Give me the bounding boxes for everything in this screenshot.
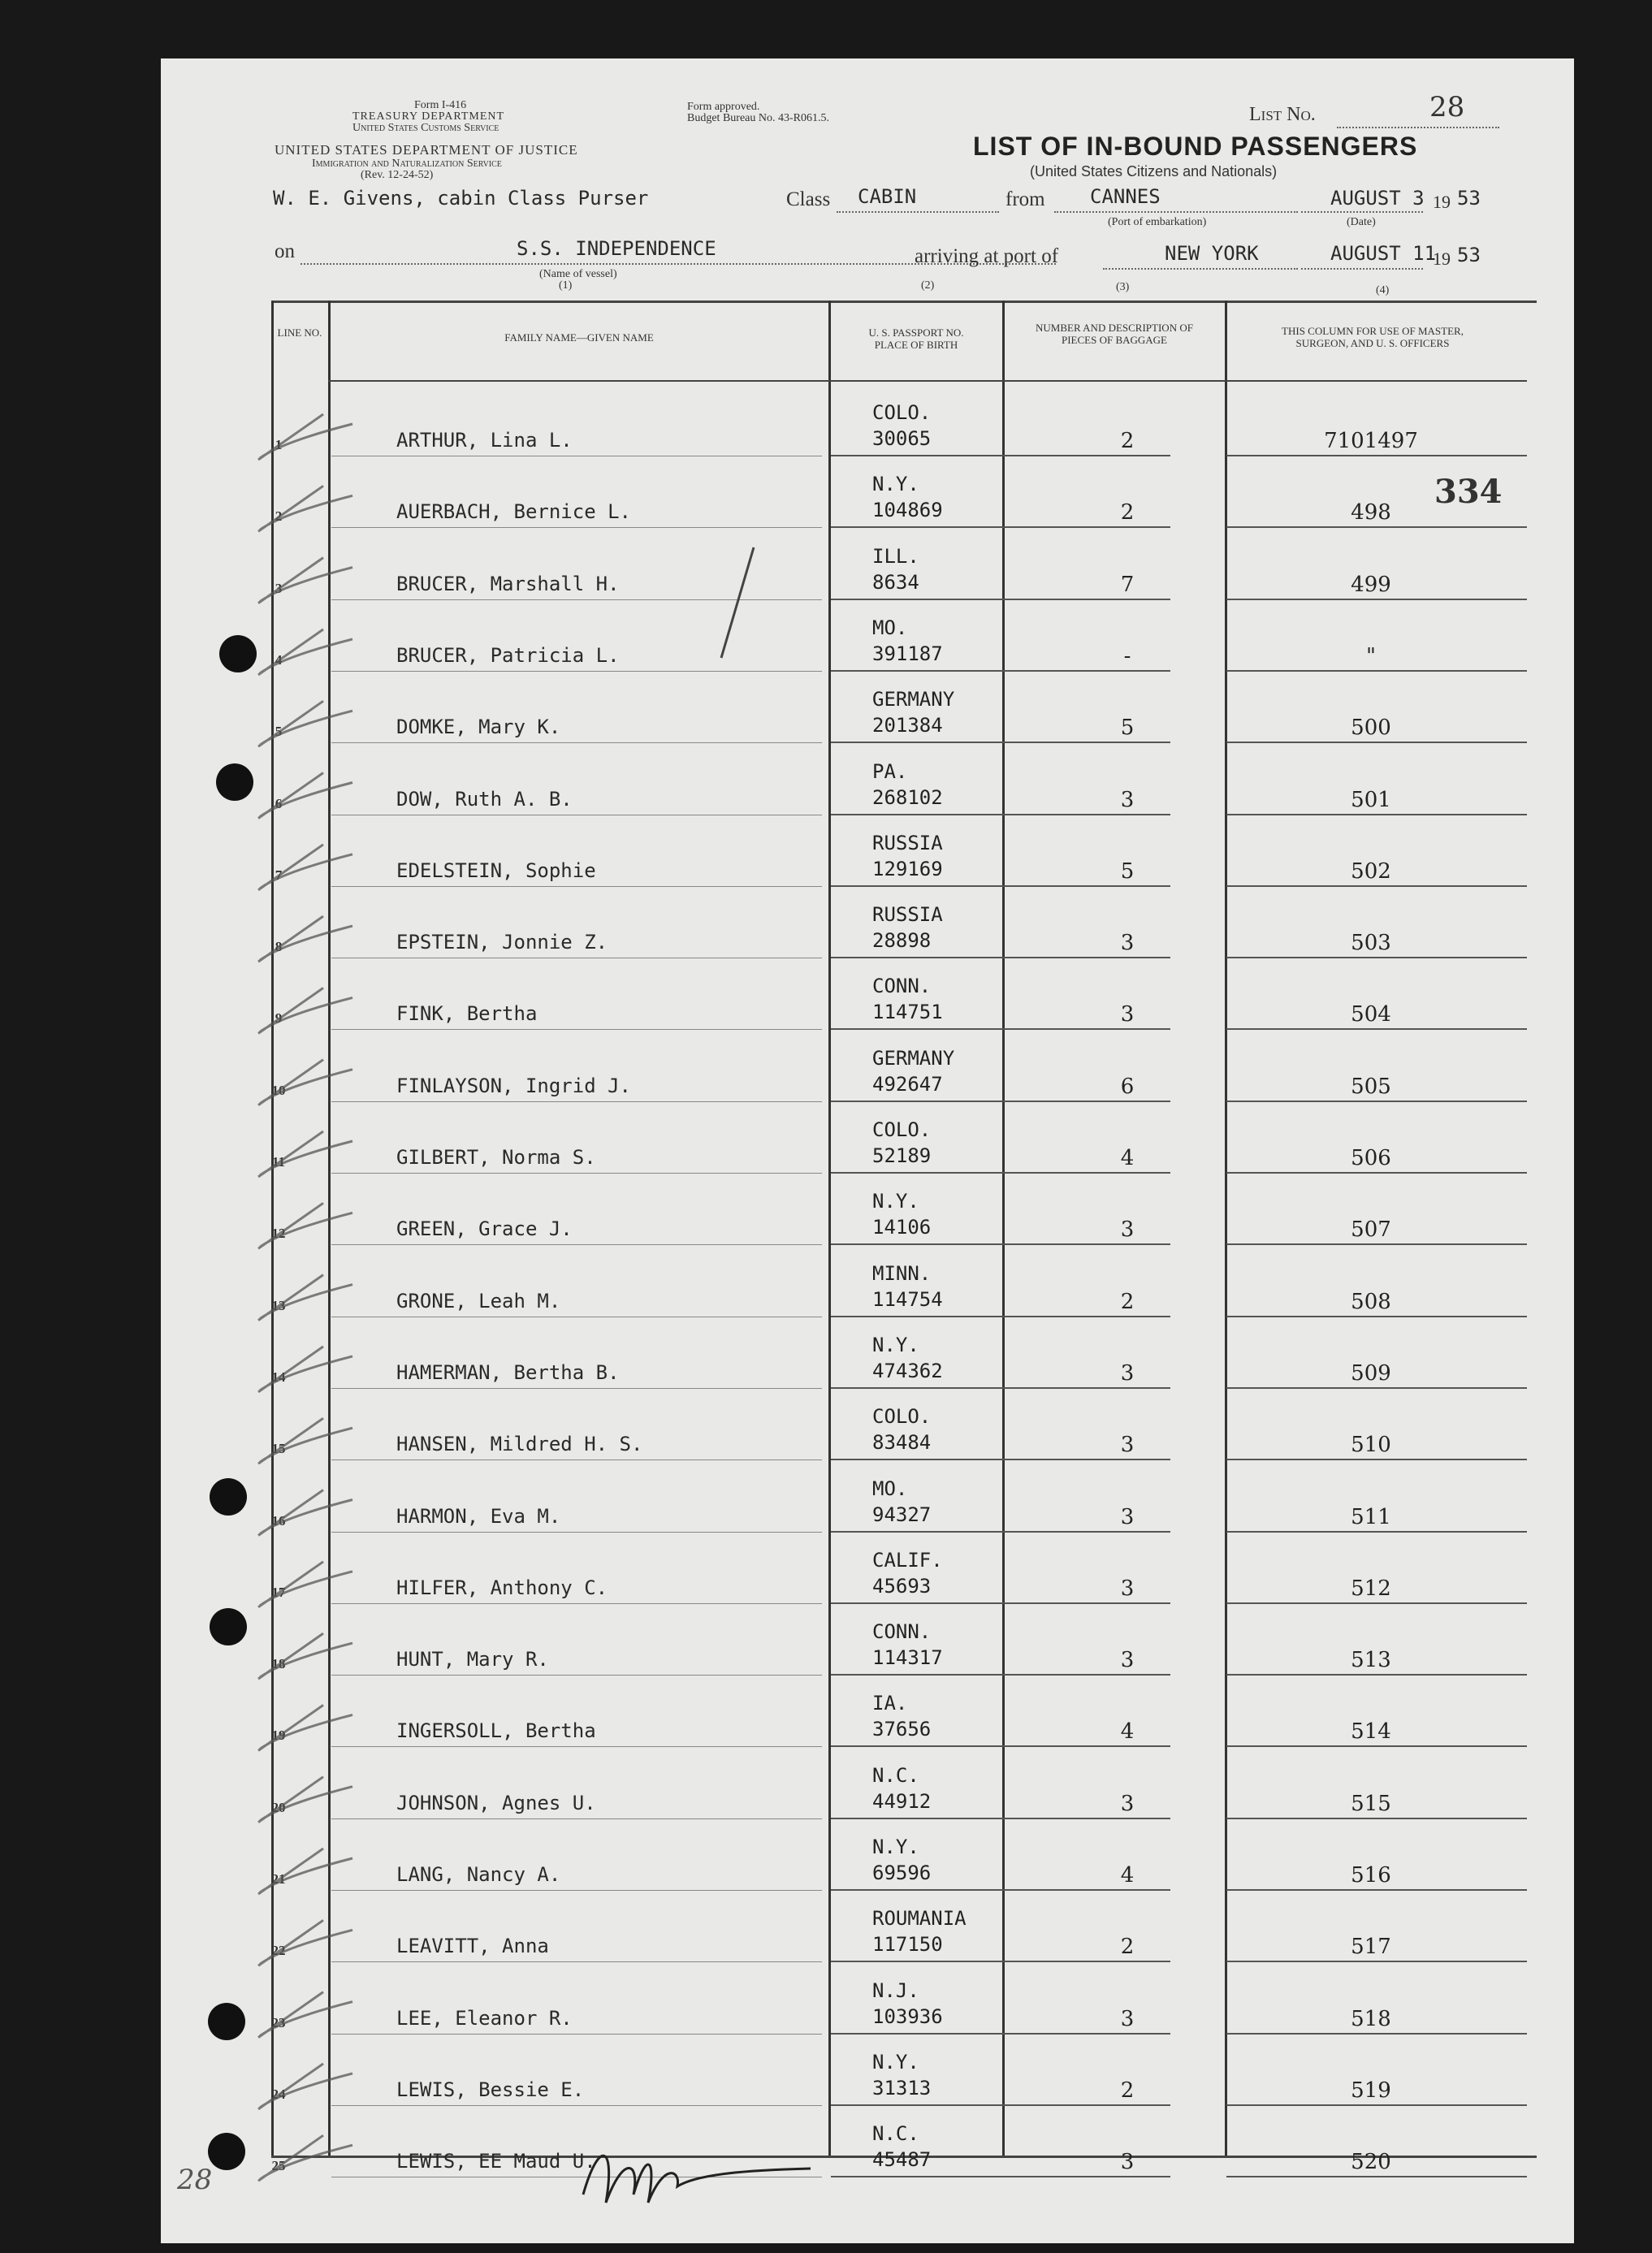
officer-number: 499 bbox=[1351, 572, 1391, 597]
arrival-year: 53 bbox=[1457, 244, 1481, 266]
list-no-line bbox=[1337, 127, 1499, 128]
place-of-birth: GERMANY bbox=[872, 1046, 955, 1070]
line-number: 18 bbox=[271, 1656, 286, 1672]
officer-number: 503 bbox=[1351, 931, 1391, 956]
row-rule bbox=[1226, 2176, 1527, 2177]
place-of-birth: ROUMANIA bbox=[872, 1907, 967, 1931]
treasury-dept: TREASURY DEPARTMENT bbox=[352, 110, 505, 123]
officer-number: 514 bbox=[1351, 1719, 1391, 1745]
passport-number: 44912 bbox=[872, 1789, 932, 1813]
class-value: CABIN bbox=[858, 185, 917, 208]
table-row bbox=[161, 887, 1574, 958]
passenger-name: HANSEN, Mildred H. S. bbox=[396, 1433, 643, 1456]
place-of-birth: N.C. bbox=[872, 1763, 919, 1787]
col-header-name: FAMILY NAME—GIVEN NAME bbox=[504, 331, 654, 344]
passenger-name: BRUCER, Patricia L. bbox=[396, 643, 620, 667]
passenger-name: FINK, Bertha bbox=[396, 1002, 538, 1026]
table-row bbox=[161, 1031, 1574, 1102]
passport-number: 201384 bbox=[872, 714, 943, 737]
passenger-name: AUERBACH, Bernice L. bbox=[396, 500, 631, 524]
caption-1: (1) bbox=[559, 279, 573, 292]
passenger-name: DOMKE, Mary K. bbox=[396, 716, 561, 739]
passport-number: 8634 bbox=[872, 570, 919, 594]
line-number: 19 bbox=[271, 1728, 286, 1744]
officer-number: 501 bbox=[1351, 787, 1391, 812]
table-row bbox=[161, 1317, 1574, 1389]
caption-2: (2) bbox=[921, 279, 935, 292]
baggage-count: 3 bbox=[1120, 931, 1135, 956]
place-of-birth: MO. bbox=[872, 616, 908, 639]
passenger-name: LEE, Eleanor R. bbox=[396, 2006, 573, 2030]
line-number: 12 bbox=[271, 1226, 286, 1242]
baggage-count: 3 bbox=[1120, 1576, 1135, 1601]
on-label: on bbox=[275, 240, 295, 262]
line-number: 15 bbox=[271, 1441, 286, 1457]
table-row bbox=[161, 1461, 1574, 1533]
passport-number: 30065 bbox=[872, 427, 932, 450]
justice-dept: UNITED STATES DEPARTMENT OF JUSTICE bbox=[275, 142, 578, 158]
table-row bbox=[161, 1819, 1574, 1891]
officer-number: 508 bbox=[1351, 1289, 1391, 1314]
port-embark-caption: (Port of embarkation) bbox=[1108, 216, 1207, 228]
place-of-birth: COLO. bbox=[872, 1118, 932, 1141]
table-row bbox=[161, 744, 1574, 815]
place-of-birth: N.Y. bbox=[872, 2050, 919, 2074]
officer-number: 507 bbox=[1351, 1217, 1391, 1243]
table-row bbox=[161, 1604, 1574, 1676]
table-row bbox=[161, 1676, 1574, 1747]
passport-number: 103936 bbox=[872, 2004, 943, 2028]
arrival-year-prefix: 19 bbox=[1433, 249, 1451, 269]
passenger-name: LEAVITT, Anna bbox=[396, 1935, 549, 1958]
table-row bbox=[161, 1891, 1574, 1962]
passenger-name: LEWIS, EE Maud U. bbox=[396, 2150, 596, 2173]
passenger-name: GILBERT, Norma S. bbox=[396, 1146, 596, 1169]
passenger-name: LANG, Nancy A. bbox=[396, 1863, 561, 1886]
line-number: 6 bbox=[275, 795, 283, 811]
list-no-label: List No. bbox=[1249, 104, 1316, 125]
baggage-count: 7 bbox=[1120, 572, 1135, 597]
officer-number: 520 bbox=[1351, 2150, 1391, 2175]
passport-number: 391187 bbox=[872, 642, 943, 665]
table-row bbox=[161, 600, 1574, 672]
caption-3: (3) bbox=[1116, 281, 1130, 293]
line-number: 4 bbox=[275, 651, 283, 668]
embark-date: AUGUST 3 bbox=[1330, 187, 1425, 210]
arriving-label: arriving at port of bbox=[915, 245, 1059, 267]
passport-number: 28898 bbox=[872, 929, 932, 953]
passenger-name: EPSTEIN, Jonnie Z. bbox=[396, 931, 608, 954]
line-number: 3 bbox=[275, 580, 283, 596]
passport-number: 492647 bbox=[872, 1072, 943, 1096]
passenger-name: HUNT, Mary R. bbox=[396, 1648, 549, 1671]
customs-service: United States Customs Service bbox=[352, 122, 499, 134]
officer-number: 517 bbox=[1351, 1935, 1391, 1960]
place-of-birth: CALIF. bbox=[872, 1548, 943, 1572]
line-number: 20 bbox=[271, 1799, 286, 1815]
punch-hole bbox=[210, 1478, 247, 1516]
place-of-birth: IA. bbox=[872, 1692, 908, 1715]
from-line bbox=[1054, 211, 1298, 213]
passenger-name: HILFER, Anthony C. bbox=[396, 1576, 608, 1599]
place-of-birth: N.Y. bbox=[872, 473, 919, 496]
place-of-birth: CONN. bbox=[872, 975, 932, 998]
officer-number: 509 bbox=[1351, 1360, 1391, 1386]
ins-service: Immigration and Naturalization Service bbox=[312, 158, 502, 170]
table-row bbox=[161, 672, 1574, 743]
passenger-name: DOW, Ruth A. B. bbox=[396, 787, 573, 811]
line-number: 22 bbox=[271, 1943, 286, 1959]
officer-number: 511 bbox=[1351, 1504, 1391, 1529]
officer-number: 498 bbox=[1351, 500, 1391, 525]
form-approved: Form approved. bbox=[687, 101, 760, 113]
baggage-count: 3 bbox=[1120, 2150, 1135, 2175]
table-row bbox=[161, 1533, 1574, 1604]
baggage-count: 3 bbox=[1120, 2006, 1135, 2031]
col-header-baggage: NUMBER AND DESCRIPTION OF PIECES OF BAGGAGE bbox=[1036, 322, 1193, 346]
passport-number: 129169 bbox=[872, 857, 943, 880]
line-number: 5 bbox=[275, 724, 283, 740]
table-row bbox=[161, 2035, 1574, 2106]
line-number: 23 bbox=[271, 2014, 286, 2030]
line-number: 25 bbox=[271, 2158, 286, 2174]
baggage-count: 2 bbox=[1120, 429, 1135, 453]
form-number: Form I-416 bbox=[414, 99, 467, 111]
baggage-count: 5 bbox=[1120, 858, 1135, 884]
passport-number: 45487 bbox=[872, 2148, 932, 2172]
form-subtitle: (United States Citizens and Nationals) bbox=[1030, 163, 1278, 179]
passenger-name: INGERSOLL, Bertha bbox=[396, 1719, 596, 1743]
officer-number: 513 bbox=[1351, 1648, 1391, 1673]
place-of-birth: MO. bbox=[872, 1477, 908, 1500]
table-row bbox=[161, 815, 1574, 887]
officer-number: 510 bbox=[1351, 1433, 1391, 1458]
line-number: 21 bbox=[271, 1871, 286, 1887]
line-number: 7 bbox=[275, 867, 283, 883]
place-of-birth: N.J. bbox=[872, 1978, 919, 2002]
vessel-name: S.S. INDEPENDENCE bbox=[517, 237, 716, 260]
line-number: 17 bbox=[271, 1584, 286, 1600]
baggage-count: - bbox=[1123, 643, 1131, 668]
table-row bbox=[161, 1389, 1574, 1460]
place-of-birth: PA. bbox=[872, 759, 908, 783]
line-number: 16 bbox=[271, 1512, 286, 1529]
punch-hole bbox=[208, 2133, 245, 2170]
table-row bbox=[161, 1246, 1574, 1317]
place-of-birth: GERMANY bbox=[872, 688, 955, 711]
arrival-date: AUGUST 11 bbox=[1330, 242, 1437, 265]
place-of-birth: ILL. bbox=[872, 544, 919, 568]
baggage-count: 5 bbox=[1120, 716, 1135, 741]
punch-hole bbox=[210, 1608, 247, 1645]
punch-hole bbox=[208, 2003, 245, 2040]
officer-number: 516 bbox=[1351, 1863, 1391, 1888]
place-of-birth: N.Y. bbox=[872, 1190, 919, 1213]
passport-number: 268102 bbox=[872, 785, 943, 809]
passenger-name: ARTHUR, Lina L. bbox=[396, 429, 573, 452]
header-rule bbox=[328, 380, 1527, 382]
passport-number: 31313 bbox=[872, 2076, 932, 2099]
passport-number: 37656 bbox=[872, 1718, 932, 1741]
baggage-count: 3 bbox=[1120, 787, 1135, 812]
baggage-count: 2 bbox=[1120, 2078, 1135, 2103]
line-number: 9 bbox=[275, 1010, 283, 1027]
table-row bbox=[161, 1963, 1574, 2035]
baggage-count: 6 bbox=[1120, 1074, 1135, 1099]
passenger-name: EDELSTEIN, Sophie bbox=[396, 858, 596, 882]
table-top-border bbox=[271, 301, 1537, 303]
passenger-name: BRUCER, Marshall H. bbox=[396, 572, 620, 595]
officer-number: 506 bbox=[1351, 1146, 1391, 1170]
officer-number: 505 bbox=[1351, 1074, 1391, 1099]
arrival-date-line bbox=[1301, 268, 1423, 270]
passenger-name: GRONE, Leah M. bbox=[396, 1289, 561, 1312]
place-of-birth: RUSSIA bbox=[872, 831, 943, 854]
baggage-count: 2 bbox=[1120, 1289, 1135, 1314]
table-row bbox=[161, 529, 1574, 600]
place-of-birth: N.Y. bbox=[872, 1333, 919, 1356]
vessel-caption: (Name of vessel) bbox=[539, 268, 617, 280]
line-number: 10 bbox=[271, 1082, 286, 1098]
class-line bbox=[837, 211, 999, 213]
passport-number: 52189 bbox=[872, 1144, 932, 1167]
officer-number: 502 bbox=[1351, 858, 1391, 884]
passport-number: 69596 bbox=[872, 1862, 932, 1884]
table-row bbox=[161, 1174, 1574, 1245]
arrival-port: NEW YORK bbox=[1165, 242, 1259, 265]
passport-number: 114754 bbox=[872, 1287, 943, 1311]
passenger-name: JOHNSON, Agnes U. bbox=[396, 1791, 596, 1814]
passport-number: 114751 bbox=[872, 1001, 943, 1024]
line-number: 24 bbox=[271, 2086, 286, 2102]
passport-number: 94327 bbox=[872, 1503, 932, 1526]
place-of-birth: N.Y. bbox=[872, 1836, 919, 1858]
passport-number: 474362 bbox=[872, 1359, 943, 1382]
place-of-birth: COLO. bbox=[872, 1405, 932, 1429]
baggage-count: 2 bbox=[1120, 500, 1135, 525]
place-of-birth: MINN. bbox=[872, 1261, 932, 1285]
form-title: LIST OF IN-BOUND PASSENGERS bbox=[973, 132, 1418, 161]
line-number: 14 bbox=[271, 1369, 286, 1385]
officer-number: 515 bbox=[1351, 1791, 1391, 1816]
baggage-count: 2 bbox=[1120, 1935, 1135, 1960]
stamp-number: 334 bbox=[1434, 473, 1503, 511]
embark-year-prefix: 19 bbox=[1433, 192, 1451, 212]
passport-number: 114317 bbox=[872, 1646, 943, 1670]
budget-bureau: Budget Bureau No. 43-R061.5. bbox=[687, 112, 829, 124]
class-label: Class bbox=[786, 188, 831, 210]
passenger-name: FINLAYSON, Ingrid J. bbox=[396, 1074, 631, 1097]
table-row bbox=[161, 958, 1574, 1030]
baggage-count: 3 bbox=[1120, 1648, 1135, 1673]
officer-number: 512 bbox=[1351, 1576, 1391, 1601]
passport-number: 104869 bbox=[872, 499, 943, 522]
table-row bbox=[161, 1102, 1574, 1174]
line-number: 11 bbox=[271, 1154, 286, 1170]
date-caption: (Date) bbox=[1347, 216, 1376, 228]
list-number: 28 bbox=[1429, 91, 1465, 123]
punch-hole bbox=[216, 763, 253, 801]
place-of-birth: COLO. bbox=[872, 401, 932, 424]
baggage-count: 3 bbox=[1120, 1504, 1135, 1529]
table-row bbox=[161, 456, 1574, 528]
officer-number: " bbox=[1366, 643, 1376, 668]
from-label: from bbox=[1005, 188, 1045, 210]
baggage-count: 3 bbox=[1120, 1791, 1135, 1816]
col-header-line: LINE NO. bbox=[277, 326, 322, 339]
col-header-passport: U. S. PASSPORT NO. PLACE OF BIRTH bbox=[868, 326, 964, 351]
arrival-port-line bbox=[1103, 268, 1298, 270]
table-row bbox=[161, 1748, 1574, 1819]
officer-number: 504 bbox=[1351, 1002, 1391, 1027]
passenger-name: LEWIS, Bessie E. bbox=[396, 2078, 585, 2101]
place-of-birth: RUSSIA bbox=[872, 903, 943, 927]
passenger-list-sheet bbox=[161, 58, 1574, 2243]
row-rule bbox=[1008, 2176, 1170, 2177]
officer-number: 519 bbox=[1351, 2078, 1391, 2103]
place-of-birth: N.C. bbox=[872, 2122, 919, 2146]
caption-4: (4) bbox=[1376, 284, 1390, 296]
table-row bbox=[161, 2106, 1574, 2177]
baggage-count: 3 bbox=[1120, 1360, 1135, 1386]
embark-port: CANNES bbox=[1090, 185, 1161, 208]
baggage-count: 4 bbox=[1120, 1146, 1135, 1170]
place-of-birth: CONN. bbox=[872, 1620, 932, 1644]
officer-number: 500 bbox=[1351, 716, 1391, 741]
passport-number: 45693 bbox=[872, 1574, 932, 1598]
col-header-officers: THIS COLUMN FOR USE OF MASTER, SURGEON, AND U. S. OFFICERS bbox=[1282, 325, 1464, 349]
baggage-count: 3 bbox=[1120, 1433, 1135, 1458]
line-number: 2 bbox=[275, 508, 283, 525]
baggage-count: 4 bbox=[1120, 1719, 1135, 1745]
margin-note: 28 bbox=[177, 2164, 213, 2196]
officer-number: 7101497 bbox=[1324, 429, 1418, 453]
line-number: 8 bbox=[275, 939, 283, 955]
date-line bbox=[1301, 211, 1423, 213]
baggage-count: 4 bbox=[1120, 1863, 1135, 1888]
officer-number: 518 bbox=[1351, 2006, 1391, 2031]
passport-number: 14106 bbox=[872, 1216, 932, 1239]
purser-name: W. E. Givens, cabin Class Purser bbox=[273, 187, 649, 210]
passport-number: 117150 bbox=[872, 1933, 943, 1957]
line-number: 1 bbox=[275, 437, 283, 452]
passenger-name: HAMERMAN, Bertha B. bbox=[396, 1360, 620, 1384]
passport-number: 83484 bbox=[872, 1431, 932, 1455]
table-row bbox=[161, 385, 1574, 456]
baggage-count: 3 bbox=[1120, 1217, 1135, 1243]
passenger-name: GREEN, Grace J. bbox=[396, 1217, 573, 1241]
punch-hole bbox=[219, 635, 257, 672]
revision: (Rev. 12-24-52) bbox=[361, 169, 434, 181]
baggage-count: 3 bbox=[1120, 1002, 1135, 1027]
embark-year: 53 bbox=[1457, 187, 1481, 210]
line-number: 13 bbox=[271, 1297, 286, 1313]
passenger-name: HARMON, Eva M. bbox=[396, 1504, 561, 1528]
